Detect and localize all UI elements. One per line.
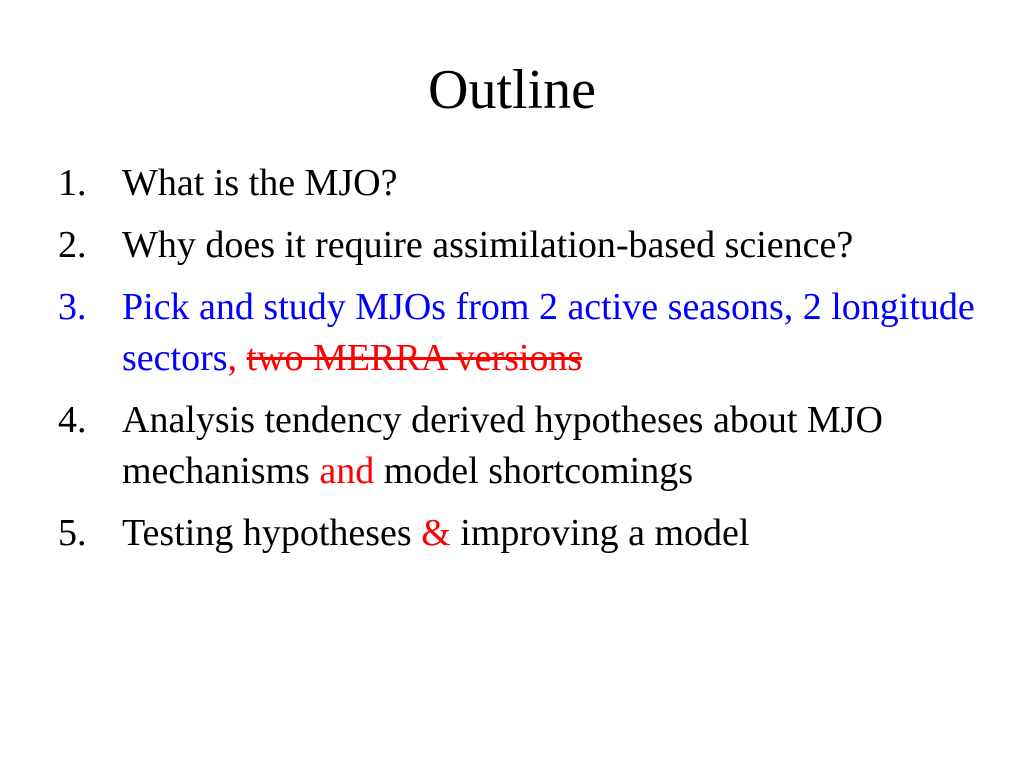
item-number: 4. [58,399,87,441]
item-text-after: model shortcomings [383,450,693,492]
item-text-before: Analysis tendency derived hypotheses about MJO mechanisms [122,399,883,492]
item-text: Pick and study MJOs from 2 active seasons, 2 longitude sectors [122,286,975,379]
item-text-before: Testing hypotheses [122,512,412,554]
item-number: 5. [58,512,87,554]
item-number: 1. [58,162,87,204]
outline-item-5 [58,508,988,559]
outline-item-4 [58,395,988,497]
highlight-symbol: & [421,512,451,554]
slide-title: Outline [428,59,596,121]
item-text: Why does it require assimilation-based science? [122,224,854,266]
item-text: What is the MJO? [122,162,398,204]
outline-item-1 [58,158,988,209]
item-number: 3. [58,286,87,328]
struck-text: two MERRA versions [246,337,583,379]
item-text-after: improving a model [460,512,750,554]
outline-list [58,158,988,570]
outline-item-2 [58,220,988,271]
outline-item-3 [58,282,988,384]
highlight-word: and [319,450,375,492]
item-comma: , [227,337,238,379]
item-number: 2. [58,224,87,266]
